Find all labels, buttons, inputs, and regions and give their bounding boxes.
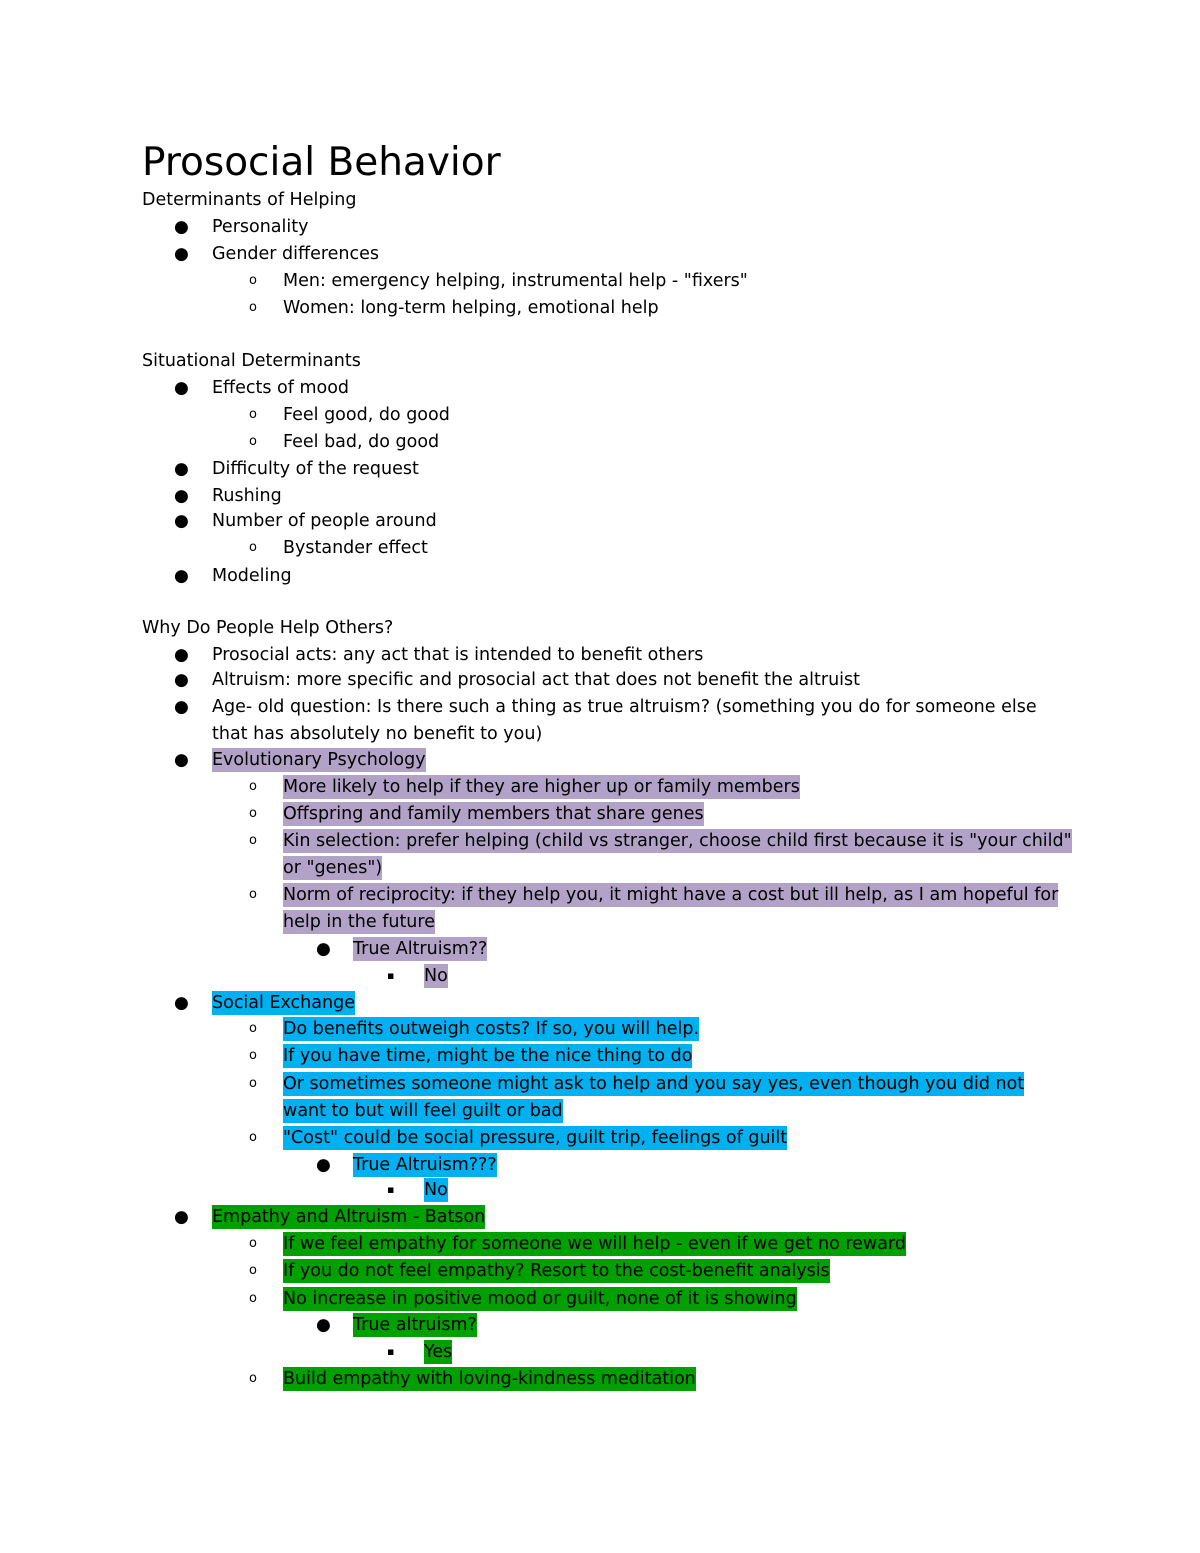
list-marker-bullet: ● <box>316 1155 331 1175</box>
list-item-text: No <box>424 966 448 986</box>
list-item-text: Age- old question: Is there such a thing as true altruism? (something you do for someone else <box>212 697 1037 717</box>
list-marker-circle: o <box>249 779 257 794</box>
list-marker-circle: o <box>249 434 257 449</box>
list-item-text: Prosocial acts: any act that is intended to benefit others <box>212 645 704 665</box>
list-marker-bullet: ● <box>174 670 189 690</box>
list-item-text: Social Exchange <box>212 993 355 1013</box>
list-item-text: If we feel empathy for someone we will help - even if we get no reward <box>283 1234 906 1254</box>
list-item-text: True Altruism?? <box>353 939 488 959</box>
list-marker-bullet: ● <box>316 939 331 959</box>
list-item-text: Or sometimes someone might ask to help and you say yes, even though you did not <box>283 1074 1025 1094</box>
list-item-text: Altruism: more specific and prosocial act that does not benefit the altruist <box>212 670 861 690</box>
list-item-text: True altruism? <box>353 1315 477 1335</box>
list-item-text: Feel good, do good <box>283 405 450 425</box>
list-item-text: Empathy and Altruism - Batson <box>212 1207 486 1227</box>
document-title: Prosocial Behavior <box>142 140 501 185</box>
list-item-text: Norm of reciprocity: if they help you, it might have a cost but ill help, as I am hopeful for <box>283 885 1059 905</box>
list-marker-circle: o <box>249 1076 257 1091</box>
list-marker-circle: o <box>249 300 257 315</box>
list-item-text: that has absolutely no benefit to you) <box>212 724 543 744</box>
list-item-text: Offspring and family members that share genes <box>283 804 704 824</box>
list-item-text: Effects of mood <box>212 378 350 398</box>
list-marker-square: ▪ <box>387 1183 395 1196</box>
list-marker-bullet: ● <box>316 1315 331 1335</box>
list-marker-circle: o <box>249 1021 257 1036</box>
section-heading: Situational Determinants <box>142 351 361 371</box>
list-item-text: want to but will feel guilt or bad <box>283 1101 563 1121</box>
list-item-text: Modeling <box>212 566 292 586</box>
list-item-text: More likely to help if they are higher up or family members <box>283 777 800 797</box>
section-heading: Determinants of Helping <box>142 190 357 210</box>
list-marker-bullet: ● <box>174 486 189 506</box>
list-marker-bullet: ● <box>174 566 189 586</box>
list-marker-bullet: ● <box>174 1207 189 1227</box>
list-item-text: True Altruism??? <box>353 1155 497 1175</box>
list-item-text: Yes <box>424 1342 453 1362</box>
list-item-text: No <box>424 1180 448 1200</box>
list-item-text: If you have time, might be the nice thing to do <box>283 1046 693 1066</box>
list-marker-bullet: ● <box>174 244 189 264</box>
list-marker-bullet: ● <box>174 511 189 531</box>
list-item-text: Personality <box>212 217 309 237</box>
list-marker-bullet: ● <box>174 645 189 665</box>
list-item-text: Build empathy with loving-kindness meditation <box>283 1369 696 1389</box>
list-item-text: Rushing <box>212 486 282 506</box>
list-marker-square: ▪ <box>387 1345 395 1358</box>
list-marker-bullet: ● <box>174 697 189 717</box>
list-item-text: "Cost" could be social pressure, guilt trip, feelings of guilt <box>283 1128 788 1148</box>
list-marker-circle: o <box>249 1371 257 1386</box>
list-marker-bullet: ● <box>174 459 189 479</box>
list-marker-circle: o <box>249 273 257 288</box>
list-item-text: or "genes") <box>283 858 383 878</box>
list-marker-circle: o <box>249 1236 257 1251</box>
list-item-text: Do benefits outweigh costs? If so, you will help. <box>283 1019 700 1039</box>
list-item-text: Feel bad, do good <box>283 432 440 452</box>
list-item-text: Number of people around <box>212 511 437 531</box>
list-marker-bullet: ● <box>174 993 189 1013</box>
list-marker-circle: o <box>249 833 257 848</box>
list-marker-circle: o <box>249 1130 257 1145</box>
list-marker-bullet: ● <box>174 750 189 770</box>
list-item-text: Kin selection: prefer helping (child vs stranger, choose child first because it is "your child" <box>283 831 1072 851</box>
list-item-text: Difficulty of the request <box>212 459 419 479</box>
list-item-text: Men: emergency helping, instrumental help - "fixers" <box>283 271 748 291</box>
list-marker-circle: o <box>249 407 257 422</box>
list-marker-square: ▪ <box>387 969 395 982</box>
list-marker-circle: o <box>249 1048 257 1063</box>
list-marker-circle: o <box>249 1291 257 1306</box>
list-marker-circle: o <box>249 887 257 902</box>
list-marker-circle: o <box>249 540 257 555</box>
list-marker-circle: o <box>249 1263 257 1278</box>
list-marker-bullet: ● <box>174 378 189 398</box>
list-item-text: Bystander effect <box>283 538 428 558</box>
list-item-text: help in the future <box>283 912 435 932</box>
list-item-text: If you do not feel empathy? Resort to the cost-benefit analysis <box>283 1261 830 1281</box>
list-marker-circle: o <box>249 806 257 821</box>
list-item-text: No increase in positive mood or guilt, none of it is showing <box>283 1289 797 1309</box>
list-item-text: Women: long-term helping, emotional help <box>283 298 659 318</box>
section-heading: Why Do People Help Others? <box>142 618 394 638</box>
list-marker-bullet: ● <box>174 217 189 237</box>
list-item-text: Evolutionary Psychology <box>212 750 426 770</box>
list-item-text: Gender differences <box>212 244 380 264</box>
